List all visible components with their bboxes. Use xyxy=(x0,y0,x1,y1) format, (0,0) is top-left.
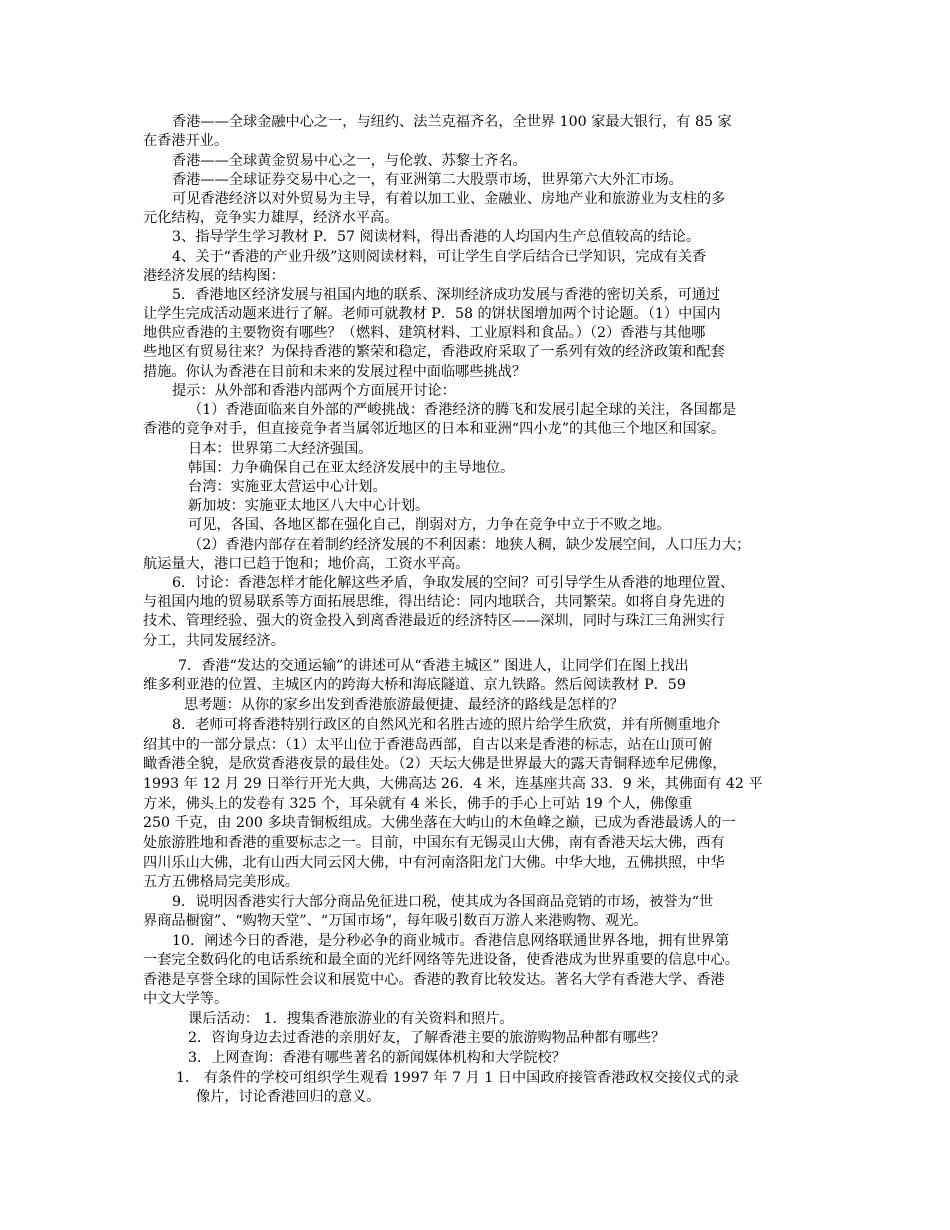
text-line: 维多利亚港的位置、主城区内的跨海大桥和海底隧道、京九铁路。然后阅读教材 P．59 xyxy=(143,677,686,693)
text-line: 技术、管理经验、强大的资金投入到离香港最近的经济特区——深圳，同时与珠江三角洲实行 xyxy=(143,613,725,629)
text-line: 界商品橱窗”、“购物天堂”、“万国市场”，每年吸引数百万游人来港购物、观光。 xyxy=(143,913,648,929)
text-line: 可见，各国、各地区都在强化自己，削弱对方，力争在竞争中立于不败之地。 xyxy=(188,517,671,533)
text-line: 地供应香港的主要物资有哪些？（燃料、建筑材料、工业原料和食品。）（2）香港与其他哪 xyxy=(143,325,706,341)
text-line: 7．香港“发达的交通运输”的讲述可从“香港主城区” 图进人，让同学们在图上找出 xyxy=(178,658,689,674)
text-line: 五方五佛格局完美形成。 xyxy=(143,874,300,890)
text-line: 香港——全球黄金贸易中心之一，与伦敦、苏黎士齐名。 xyxy=(172,153,527,169)
text-line: 与祖国内地的贸易联系等方面拓展思维，得出结论：同内地联合，共同繁荣。如将自身先进的 xyxy=(143,594,725,610)
text-line: 瞰香港全貌，是欣赏香港夜景的最佳处。（2）天坛大佛是世界最大的露天青铜释迹牟尼佛像， xyxy=(143,756,727,772)
text-line: 4、关于“香港的产业升级”这则阅读材料，可让学生自学后结合已学知识，完成有关香 xyxy=(172,249,707,265)
text-line: 让学生完成活动题来进行了解。老师可就教材 P．58 的饼状图增加两个讨论题。（1）中国内 xyxy=(143,306,721,322)
text-line: 措施。你认为香港在目前和未来的发展过程中面临哪些挑战？ xyxy=(143,364,527,380)
text-line: 提示：从外部和香港内部两个方面展开讨论： xyxy=(172,383,456,399)
text-line: （2）香港内部存在着制约经济发展的不利因素：地狭人稠，缺少发展空间，人口压力大； xyxy=(188,537,751,553)
text-line: 6．讨论：香港怎样才能化解这些矛盾，争取发展的空间？可引导学生从香港的地理位置、 xyxy=(172,575,735,591)
text-line: 思考题：从你的家乡出发到香港旅游最便捷、最经济的路线是怎样的？ xyxy=(184,697,624,713)
text-line: 250 千克，由 200 多块青铜板组成。大佛坐落在大屿山的木鱼峰之巅，已成为香港最诱人的一 xyxy=(143,815,736,831)
text-line: 香港的竞争对手，但直接竞争者当属邻近地区的日本和亚洲“四小龙”的其他三个地区和国家。 xyxy=(143,421,726,437)
text-line: 2．咨询身边去过香港的亲朋好友，了解香港主要的旅游购物品种都有哪些？ xyxy=(188,1030,666,1046)
text-line: 分工，共同发展经济。 xyxy=(143,633,285,649)
text-line: 元化结构，竞争实力雄厚，经济水平高。 xyxy=(143,210,399,226)
text-line: 港经济发展的结构图： xyxy=(143,268,285,284)
text-line: 新加坡：实施亚太地区八大中心计划。 xyxy=(188,498,430,514)
text-line: 处旅游胜地和香港的重要标志之一。目前，中国东有无锡灵山大佛，南有香港天坛大佛，西有 xyxy=(143,835,725,851)
text-line: 中文大学等。 xyxy=(143,991,229,1007)
text-line: 8．老师可将香港特别行政区的自然风光和名胜古迹的照片给学生欣赏，并有所侧重地介 xyxy=(172,717,721,733)
text-line: 5．香港地区经济发展与祖国内地的联系、深圳经济成功发展与香港的密切关系，可通过 xyxy=(172,287,721,303)
text-line: 一套完全数码化的电话系统和最全面的光纤网络等先进设备，使香港成为世界重要的信息中心。 xyxy=(143,952,739,968)
text-line: 日本：世界第二大经济强国。 xyxy=(188,441,373,457)
text-line: 可见香港经济以对外贸易为主导，有着以加工业、金融业、房地产业和旅游业为支柱的多 xyxy=(172,191,726,207)
text-line: （1）香港面临来自外部的严峻挑战：香港经济的腾飞和发展引起全球的关注，各国都是 xyxy=(188,402,737,418)
text-line: 香港——全球金融中心之一，与纽约、法兰克福齐名，全世界 100 家最大银行，有 85 家 xyxy=(172,114,732,130)
text-line: 9．说明因香港实行大部分商品免征进口税，使其成为各国商品竞销的市场，被誉为“世 xyxy=(172,894,714,910)
text-line: 1． 有条件的学校可组织学生观看 1997 年 7 月 1 日中国政府接管香港政权交接仪式的录 xyxy=(176,1070,739,1086)
text-line: 3、指导学生学习教材 P．57 阅读材料，得出香港的人均国内生产总值较高的结论。 xyxy=(172,229,701,245)
text-line: 1993 年 12 月 29 日举行开光大典，大佛高达 26．4 米，连基座共高 33．9 米，其佛面有 42 平 xyxy=(143,776,763,792)
text-line: 像片，讨论香港回归的意义。 xyxy=(196,1089,381,1105)
text-line: 香港——全球证券交易中心之一，有亚洲第二大股票市场，世界第六大外汇市场。 xyxy=(172,172,683,188)
text-line: 绍其中的一部分景点：（1）太平山位于香港岛西部，自古以来是香港的标志，站在山顶可俯 xyxy=(143,737,713,753)
text-line: 3．上网查询：香港有哪些著名的新闻媒体机构和大学院校？ xyxy=(188,1050,566,1066)
text-line: 方米，佛头上的发卷有 325 个，耳朵就有 4 米长，佛手的手心上可站 19 个人，佛像重 xyxy=(143,796,693,812)
text-line: 航运量大，港口已趋于饱和；地价高，工资水平高。 xyxy=(143,556,470,572)
text-line: 台湾：实施亚太营运中心计划。 xyxy=(188,479,387,495)
text-line: 课后活动： 1．搜集香港旅游业的有关资料和照片。 xyxy=(188,1011,514,1027)
text-line: 韩国：力争确保自己在亚太经济发展中的主导地位。 xyxy=(188,460,515,476)
text-line: 10．阐述今日的香港，是分秒必争的商业城市。香港信息网络联通世界各地，拥有世界第 xyxy=(172,933,730,949)
text-line: 些地区有贸易往来？为保持香港的繁荣和稳定，香港政府采取了一系列有效的经济政策和配套 xyxy=(143,344,725,360)
text-line: 四川乐山大佛，北有山西大同云冈大佛，中有河南洛阳龙门大佛。中华大地，五佛拱照，中华 xyxy=(143,855,725,871)
text-line: 香港是享誉全球的国际性会议和展览中心。香港的教育比较发达。著名大学有香港大学、香港 xyxy=(143,972,725,988)
text-line: 在香港开业。 xyxy=(143,133,229,149)
